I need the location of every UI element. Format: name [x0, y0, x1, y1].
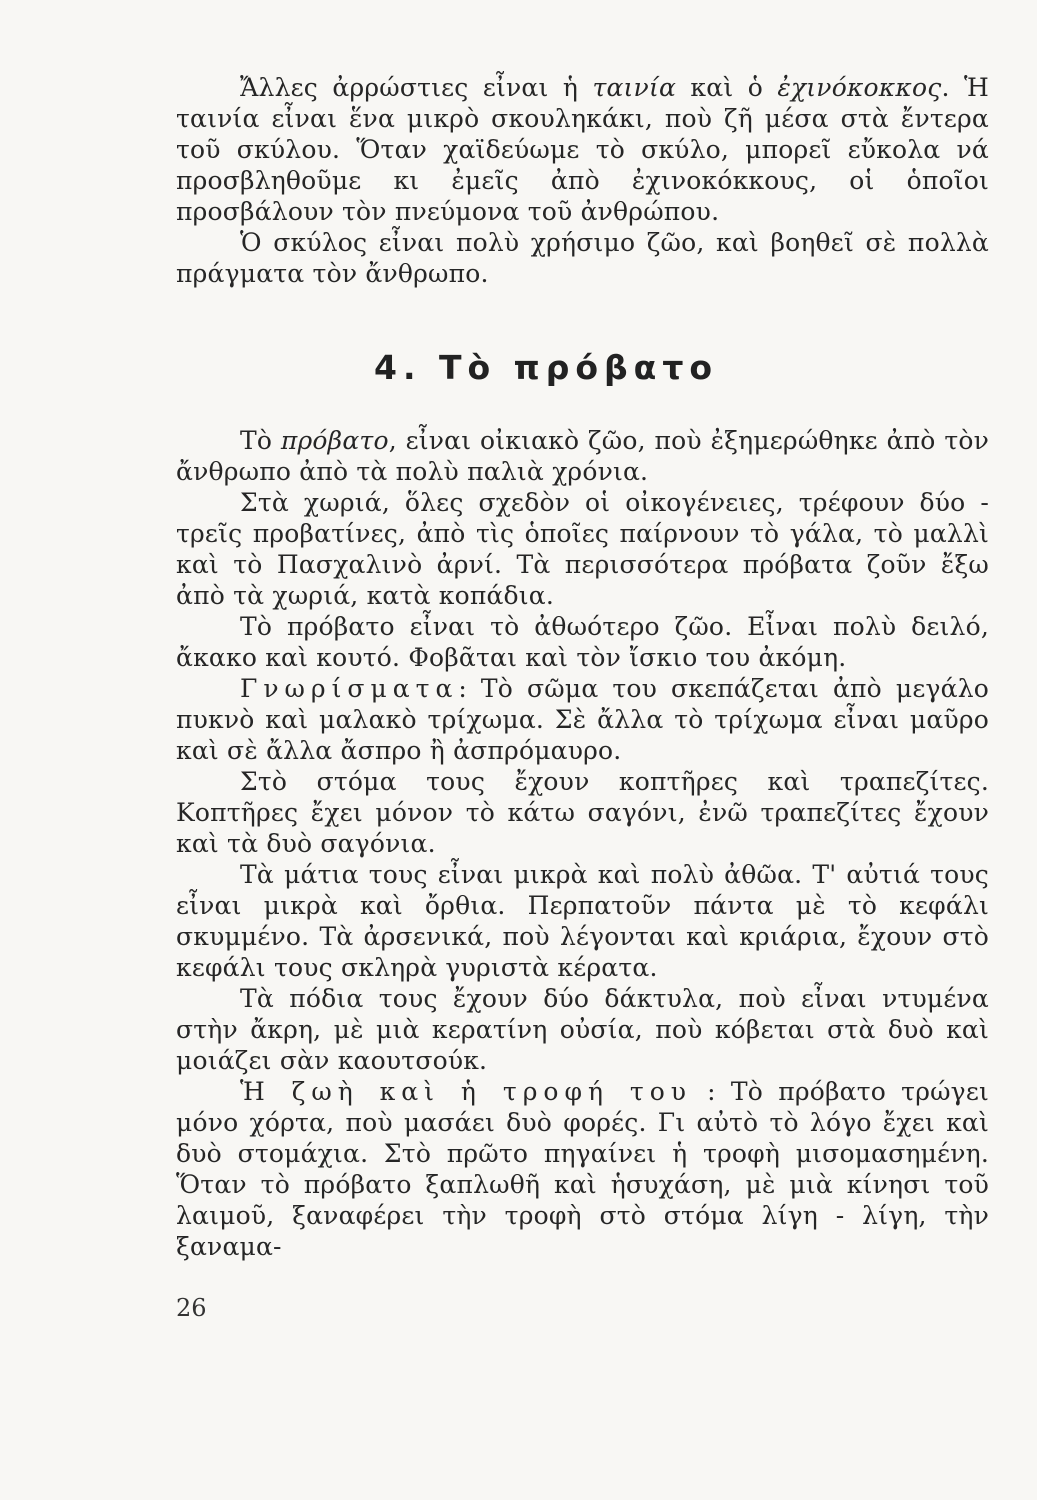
paragraph: Τὸ πρόβατο, εἶναι οἰκιακὸ ζῶο, ποὺ ἐξημερώθηκε ἀπὸ τὸν ἄνθρωπο ἀπὸ τὰ πολὺ παλιὰ χρόνια.	[176, 426, 989, 486]
paragraph: Στὸ στόμα τους ἔχουν κοπτῆρες καὶ τραπεζίτες. Κοπτῆρες ἔχει μόνον τὸ κάτω σαγόνι, ἐνῶ τραπεζίτες ἔχουν καὶ τὰ δυὸ σαγόνια.	[176, 767, 989, 858]
italic-term: ταινία	[592, 73, 677, 102]
paragraph: Ἡ ζωὴ καὶ ἡ τροφή του : Τὸ πρόβατο τρώγει μόνο χόρτα, ποὺ μασάει δυὸ φορές. Γι αὐτὸ τὸ λόγο ἔχει καὶ δυὸ στομάχια. Στὸ πρῶτο πηγαίνει ἡ τροφὴ μισομασημένη. Ὅταν τὸ πρόβατο ξαπλωθῆ καὶ ἡσυχάση, μὲ μιὰ κίνησι τοῦ λαιμοῦ, ξαναφέρει τὴν τροφὴ στὸ στόμα λίγη - λίγη, τὴν ξαναμα-	[176, 1077, 989, 1261]
section-text	[176, 425, 989, 1262]
italic-term: πρόβατο	[280, 426, 389, 455]
paragraph: Τὰ μάτια τους εἶναι μικρὰ καὶ πολὺ ἀθῶα. Τ' αὐτιά τους εἶναι μικρὰ καὶ ὄρθια. Περπατοῦν πάντα μὲ τὸ κεφάλι σκυμμένο. Τὰ ἀρσενικά, ποὺ λέγονται καὶ κριάρια, ἔχουν στὸ κεφάλι τους σκληρὰ γυριστὰ κέρατα.	[176, 860, 989, 982]
spaced-label: Ἡ ζωὴ καὶ ἡ τροφή του	[240, 1077, 692, 1106]
paragraph: Ὁ σκύλος εἶναι πολὺ χρήσιμο ζῶο, καὶ βοηθεῖ σὲ πολλὰ πράγματα τὸν ἄνθρωπο.	[176, 228, 989, 288]
paragraph: Στὰ χωριά, ὅλες σχεδὸν οἱ οἰκογένειες, τρέφουν δύο - τρεῖς προβατίνες, ἀπὸ τὶς ὁποῖες παίρνουν τὸ γάλα, τὸ μαλλὶ καὶ τὸ Πασχαλινὸ ἀρνί. Τὰ περισσότερα πρόβατα ζοῦν ἔξω ἀπὸ τὰ χωριά, κατὰ κοπάδια.	[176, 488, 989, 610]
spaced-label: Γνωρίσματα	[240, 674, 459, 703]
paragraph: Τὰ πόδια τους ἔχουν δύο δάκτυλα, ποὺ εἶναι ντυμένα στὴν ἄκρη, μὲ μιὰ κερατίνη οὐσία, ποὺ κόβεται στὰ δυὸ καὶ μοιάζει σὰν καουτσούκ.	[176, 984, 989, 1075]
paragraph: Ἄλλες ἀρρώστιες εἶναι ἡ ταινία καὶ ὁ ἐχινόκοκκος. Ἡ ταινία εἶναι ἕνα μικρὸ σκουληκάκι, ποὺ ζῆ μέσα στὰ ἔντερα τοῦ σκύλου. Ὅταν χαϊδεύωμε τὸ σκύλο, μπορεῖ εὔκολα νά προσβληθοῦμε κι ἐμεῖς ἀπὸ ἐχινοκόκκους, οἱ ὁποῖοι προσβάλουν τὸν πνεύμονα τοῦ ἀνθρώπου.	[176, 73, 989, 226]
paragraph: Γνωρίσματα: Τὸ σῶμα του σκεπάζεται ἀπὸ μεγάλο πυκνὸ καὶ μαλακὸ τρίχωμα. Σὲ ἄλλα τὸ τρίχωμα εἶναι μαῦρο καὶ σὲ ἄλλα ἄσπρο ἢ ἀσπρόμαυρο.	[176, 674, 989, 765]
intro-text	[176, 72, 989, 289]
section-heading: 4. Τὸ πρόβατο	[374, 348, 719, 387]
paragraph: Τὸ πρόβατο εἶναι τὸ ἀθωότερο ζῶο. Εἶναι πολὺ δειλό, ἄκακο καὶ κουτό. Φοβᾶται καὶ τὸν ἴσκιο του ἀκόμη.	[176, 612, 989, 672]
page-number: 26	[176, 1294, 207, 1322]
italic-term: ἐχινόκοκκος	[777, 73, 942, 102]
